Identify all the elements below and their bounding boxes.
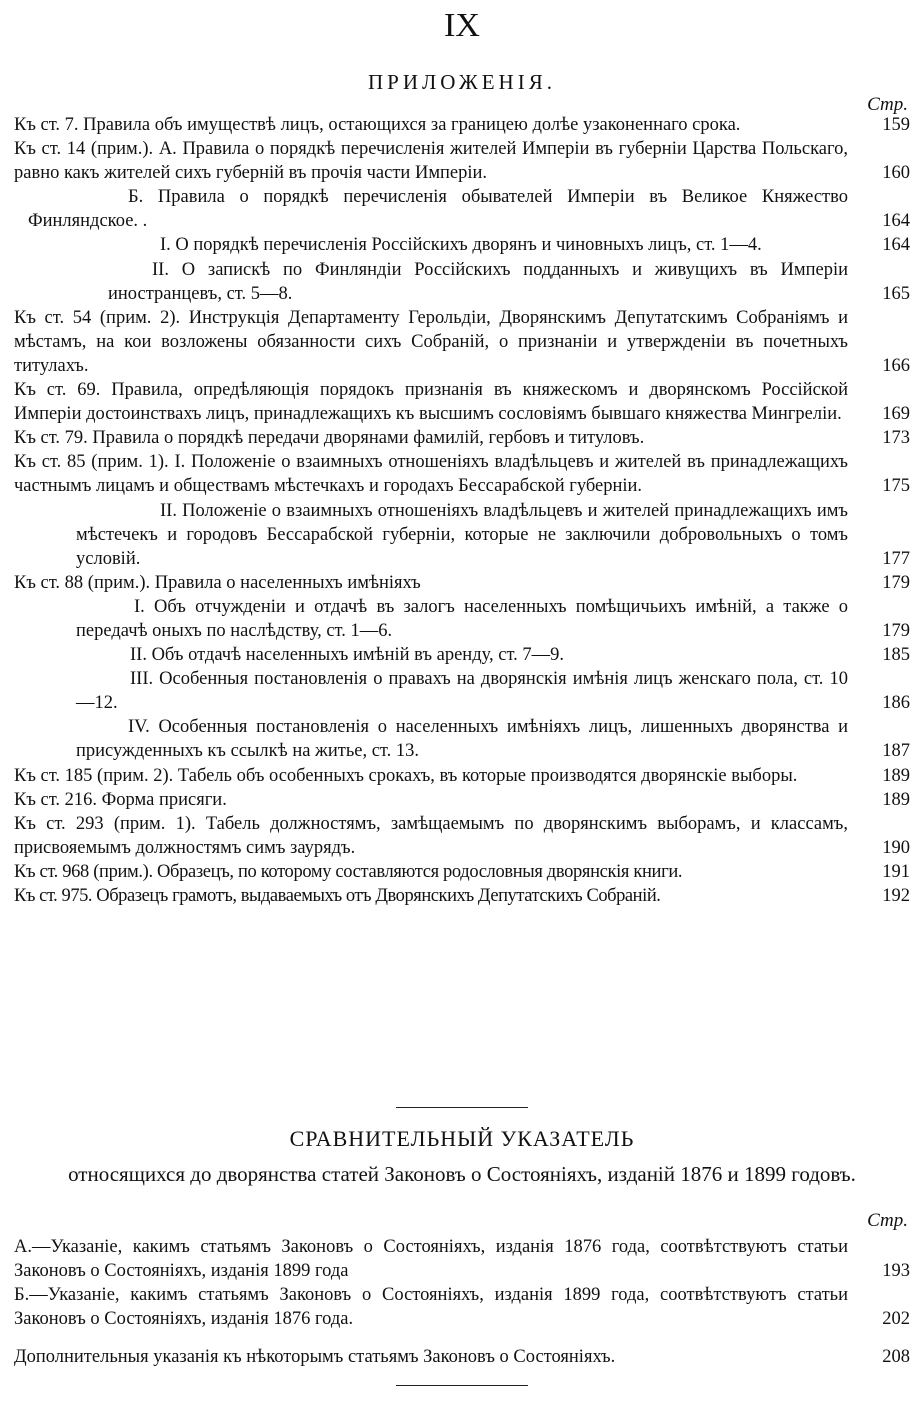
toc-entry-text: Къ ст. 14 (прим.). А. Правила о порядкѣ перечисленія жителей Имперіи въ губерніи Царства Польскаго, равно какъ жителей сихъ губерній въ прочія части Имперіи. [14, 139, 848, 184]
toc-entry-page: 166 [882, 355, 910, 376]
toc-entry-text: I. О порядкѣ перечисленія Россійскихъ дворянъ и чиновныхъ лицъ, ст. 1—4. [160, 235, 762, 256]
toc-entry [14, 426, 910, 450]
toc-entry-text: Къ ст. 7. Правила объ имуществѣ лицъ, остающихся за границею долѣе узаконеннаго срока. [14, 115, 741, 135]
toc-entry-page: 187 [882, 741, 910, 762]
toc-entry-page: 164 [882, 211, 910, 232]
appendices-list [14, 113, 910, 908]
toc-entry-page: 164 [882, 235, 910, 256]
toc-entry [14, 137, 910, 185]
toc-entry [14, 812, 910, 860]
toc-entry-text: Къ ст. 85 (прим. 1). I. Положеніе о взаимныхъ отношеніяхъ владѣльцевъ и жителей въ принадлежащихъ частнымъ лицамъ и обществамъ мѣстечкахъ и городахъ Бессарабской губерніи. [14, 452, 848, 497]
toc-entry-text: Къ ст. 293 (прим. 1). Табель должностямъ, замѣщаемымъ по дворянскимъ выборамъ, и классамъ, присвояемымъ должностямъ симъ заурядъ. [14, 813, 848, 858]
toc-entry-text: I. Объ отчужденіи и отдачѣ въ залогъ населенныхъ помѣщичьихъ имѣній, а также о передачѣ оныхъ по наслѣдству, ст. 1—6. [76, 596, 848, 641]
toc-entry [108, 258, 910, 306]
toc-entry-page: 165 [882, 283, 910, 304]
toc-entry [14, 378, 910, 426]
toc-entry [108, 233, 910, 257]
toc-entry-text: Къ ст. 88 (прим.). Правила о населенныхъ имѣніяхъ [14, 572, 421, 593]
toc-entry [14, 764, 910, 788]
toc-entry-text: II. О запискѣ по Финляндіи Россійскихъ подданныхъ и живущихъ въ Имперіи иностранцевъ, ст. 5—8. [108, 259, 848, 304]
toc-entry-page: 192 [882, 886, 910, 906]
toc-entry-text: Къ ст. 54 (прим. 2). Инструкція Департаменту Герольдіи, Дворянскимъ Депутатскимъ Собраніямъ и мѣстамъ, на кои возложены обязанности сихъ Собраній, о признаніи и утвержденіи въ почетныхъ титулахъ. [14, 307, 848, 376]
toc-entry-page: 179 [882, 572, 910, 593]
toc-entry-text: II. Положеніе о взаимныхъ отношеніяхъ владѣльцевъ и жителей принадлежащихъ имъ мѣстечекъ и городовъ Бессарабской губерніи, которые не заключили добровольныхъ о томъ условій. [76, 500, 848, 569]
toc-entry [76, 667, 910, 715]
toc-entry-page: 189 [882, 789, 910, 810]
toc-entry-text: Къ ст. 79. Правила о порядкѣ передачи дворянами фамилій, гербовъ и титуловъ. [14, 428, 645, 449]
toc-entry-page: 202 [882, 1309, 910, 1330]
toc-entry-page: 191 [882, 861, 910, 882]
toc-entry-text: III. Особенныя постановленія о правахъ на дворянскія имѣнія лицъ женскаго пола, ст. 10—12. [76, 669, 848, 714]
toc-entry [76, 643, 910, 667]
toc-entry-page: 185 [882, 645, 910, 666]
toc-entry-page: 190 [882, 837, 910, 858]
toc-entry-page: 186 [882, 693, 910, 714]
toc-entry-text: Къ ст. 968 (прим.). Образецъ, по которому составляются родословныя дворянскія книги. [14, 861, 683, 882]
toc-entry [76, 595, 910, 643]
toc-entry [76, 499, 910, 571]
toc-entry-text: IV. Особенныя постановленія о населенныхъ имѣніяхъ лицъ, лишенныхъ дворянства и присужденныхъ къ ссылкѣ на житье, ст. 13. [76, 717, 848, 762]
section-divider [396, 1385, 528, 1386]
toc-entry [14, 450, 910, 498]
toc-entry [76, 715, 910, 763]
toc-entry-page: 189 [882, 765, 910, 786]
toc-entry-page: 169 [882, 404, 910, 425]
toc-entry-text: II. Объ отдачѣ населенныхъ имѣній въ аренду, ст. 7—9. [130, 645, 565, 666]
section-divider [396, 1107, 528, 1108]
toc-entry-text: Къ ст. 216. Форма присяги. [14, 789, 227, 810]
page-column-label: Стр. [867, 1210, 908, 1231]
toc-entry-text: Къ ст. 69. Правила, опредѣляющія порядокъ признанія въ княжескомъ и дворянскомъ Россійской Имперіи достоинствахъ лицъ, принадлежащихъ къ высшимъ сословіямъ бывшаго княжества Мингреліи. [14, 380, 848, 425]
toc-entry [14, 571, 910, 595]
additional-list [14, 1345, 910, 1369]
toc-entry [14, 788, 910, 812]
toc-entry [14, 306, 910, 378]
toc-entry-page: 208 [882, 1347, 910, 1367]
toc-entry-page: 159 [882, 115, 910, 135]
toc-entry-text: Къ ст. 185 (прим. 2). Табель объ особенныхъ срокахъ, въ которые производятся дворянскіе выборы. [14, 765, 798, 786]
toc-entry-page: 175 [882, 476, 910, 497]
toc-entry [14, 1345, 910, 1369]
toc-entry-page: 193 [882, 1261, 910, 1282]
toc-entry-text: Б. Правила о порядкѣ перечисленія обывателей Имперіи въ Великое Княжество Финляндское. . [28, 187, 848, 232]
toc-entry-page: 177 [882, 548, 910, 569]
page-column-label: Стр. [867, 94, 908, 115]
toc-entry-text: Дополнительныя указанія къ нѣкоторымъ статьямъ Законовъ о Состояніяхъ. [14, 1347, 616, 1367]
toc-entry-page: 179 [882, 620, 910, 641]
comparative-list [14, 1235, 910, 1331]
page-number: IX [444, 7, 480, 44]
toc-entry-text: Б.—Указаніе, какимъ статьямъ Законовъ о Состояніяхъ, изданія 1899 года, соотвѣтствуютъ статьи Законовъ о Состояніяхъ, изданія 1876 года. [14, 1285, 848, 1330]
toc-entry-text: Къ ст. 975. Образецъ грамотъ, выдаваемыхъ отъ Дворянскихъ Депутатскихъ Собраній. [14, 886, 661, 906]
comparative-index-title: СРАВНИТЕЛЬНЫЙ УКАЗАТЕЛЬ [289, 1126, 635, 1151]
toc-entry [14, 1235, 910, 1283]
comparative-index-subtitle: относящихся до дворянства статей Законовъ о Состояніяхъ, изданій 1876 и 1899 годовъ. [68, 1162, 856, 1186]
toc-entry [14, 884, 910, 908]
toc-entry [28, 185, 910, 233]
toc-entry-text: А.—Указаніе, какимъ статьямъ Законовъ о Состояніяхъ, изданія 1876 года, соотвѣтствуютъ статьи Законовъ о Состояніяхъ, изданія 1899 года [14, 1237, 848, 1282]
toc-entry-page: 160 [882, 163, 910, 184]
toc-entry [14, 860, 910, 884]
toc-entry [14, 113, 910, 137]
toc-entry-page: 173 [882, 428, 910, 449]
appendices-title: ПРИЛОЖЕНІЯ. [368, 70, 556, 94]
toc-entry [14, 1283, 910, 1331]
